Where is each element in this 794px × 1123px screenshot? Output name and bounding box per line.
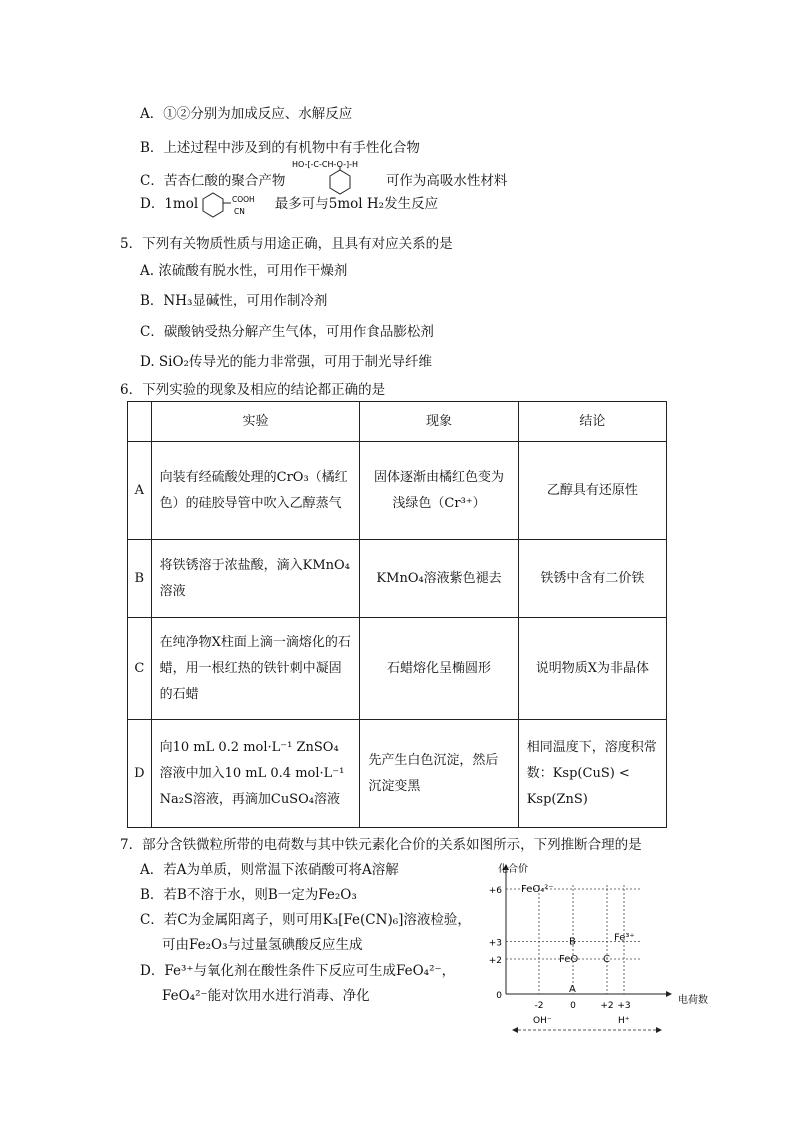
point-label: C [603,954,610,965]
q5-option-b: B．NH₃显碱性，可用作制冷剂 [140,293,328,309]
cn-label: CN [234,207,245,216]
iron-species-chart [478,858,718,1038]
row-phenomenon: 先产生白色沉淀，然后沉淀变黑 [360,720,518,828]
table-header-phenomenon: 现象 [360,402,518,442]
row-label: A [128,442,152,540]
arrow-right-head [656,1027,662,1033]
q5-stem: 5．下列有关物质性质与用途正确，且具有对应关系的是 [120,236,453,252]
point-label: FeO₄²⁻ [521,884,554,895]
y-tick-label: +3 [488,938,502,949]
q4-option-c-suffix: 可作为高吸水性材料 [385,173,508,189]
row-experiment: 向装有经硫酸处理的CrO₃（橘红色）的硅胶导管中吹入乙醇蒸气 [151,442,360,540]
y-tick-label: 0 [496,991,502,1001]
q7-option-a: A．若A为单质，则常温下浓硝酸可将A溶解 [140,862,399,878]
table-header-blank [128,402,152,442]
row-experiment: 将铁锈溶于浓盐酸，滴入KMnO₄溶液 [151,540,360,618]
table-header-experiment: 实验 [151,402,360,442]
q7-option-d-line1: D．Fe³⁺与氧化剂在酸性条件下反应可生成FeO₄²⁻， [140,963,456,979]
point-label: A [569,984,576,995]
q7-option-c-line1: C．若C为金属阳离子，则可用K₃[Fe(CN)₆]溶液检验， [140,912,471,928]
table-row [128,442,667,540]
point-label: B [569,936,576,948]
cooh-label: COOH [232,195,255,204]
row-experiment: 向10 mL 0.2 mol·L⁻¹ ZnSO₄溶液中加入10 mL 0.4 mol·L⁻¹ Na₂S溶液，再滴加CuSO₄溶液 [151,720,360,828]
row-experiment: 在纯净物X柱面上滴一滴熔化的石蜡，用一根红热的铁针刺中凝固的石蜡 [151,618,360,720]
q4-option-c-prefix: C．苦杏仁酸的聚合产物 [140,173,286,189]
polymer-structure [292,156,402,200]
point-label: FeO [559,954,579,965]
arrow-left-label: OH⁻ [533,1016,552,1026]
table-row [128,720,667,828]
row-conclusion: 乙醇具有还原性 [518,442,666,540]
table-row [128,618,667,720]
x-axis-arrow [666,991,672,997]
row-phenomenon: KMnO₄溶液紫色褪去 [360,540,518,618]
row-conclusion: 铁锈中含有二价铁 [518,540,666,618]
q7-stem: 7．部分含铁微粒所带的电荷数与其中铁元素化合价的关系如图所示，下列推断合理的是 [120,837,642,853]
y-tick-label: +2 [488,956,502,966]
x-tick-label: -2 [534,1001,544,1011]
row-label: D [128,720,152,828]
table-row [128,540,667,618]
experiment-table [127,401,667,828]
row-phenomenon: 石蜡熔化呈椭圆形 [360,618,518,720]
q5-option-d: D. SiO₂传导光的能力非常强，可用于制光导纤维 [140,354,432,370]
q5-option-c: C．碳酸钠受热分解产生气体，可用作食品膨松剂 [140,324,434,340]
point-label: Fe³⁺ [614,932,635,944]
row-phenomenon: 固体逐渐由橘红色变为浅绿色（Cr³⁺） [360,442,518,540]
q7-option-b: B．若B不溶于水，则B一定为Fe₂O₃ [140,887,357,903]
x-tick-label: +3 [617,1001,631,1011]
q4-option-d-suffix: 最多可与5mol H₂发生反应 [274,196,439,212]
row-conclusion: 说明物质X为非晶体 [518,618,666,720]
q4-option-a: A．①②分别为加成反应、水解反应 [140,106,353,122]
x-axis-label: 电荷数 [678,995,708,1006]
arrow-right-label: H⁺ [618,1016,630,1026]
x-tick-label: 0 [570,1001,576,1011]
row-conclusion: 相同温度下，溶度积常数：Ksp(CuS) < Ksp(ZnS) [518,720,666,828]
q7-option-d-line2: FeO₄²⁻能对饮用水进行消毒、净化 [162,988,370,1004]
q4-option-d-prefix: D．1mol [140,196,199,212]
row-label: B [128,540,152,618]
table-header-conclusion: 结论 [518,402,666,442]
q6-stem: 6．下列实验的现象及相应的结论都正确的是 [120,382,386,398]
q7-option-c-line2: 可由Fe₂O₃与过量氢碘酸反应生成 [162,937,363,953]
q5-option-a: A. 浓硫酸有脱水性，可用作干燥剂 [140,263,348,279]
polymer-formula: HO-[-C-CH-O-]-H [292,160,359,169]
y-tick-label: +6 [488,886,502,896]
arrow-left-head [512,1027,518,1033]
row-label: C [128,618,152,720]
x-tick-label: +2 [600,1001,614,1011]
q4-option-d [140,195,438,213]
y-axis-label: 化合价 [498,864,528,875]
q4-option-b: B．上述过程中涉及到的有机物中有手性化合物 [140,140,420,156]
mandelonitrile-structure [200,190,260,220]
